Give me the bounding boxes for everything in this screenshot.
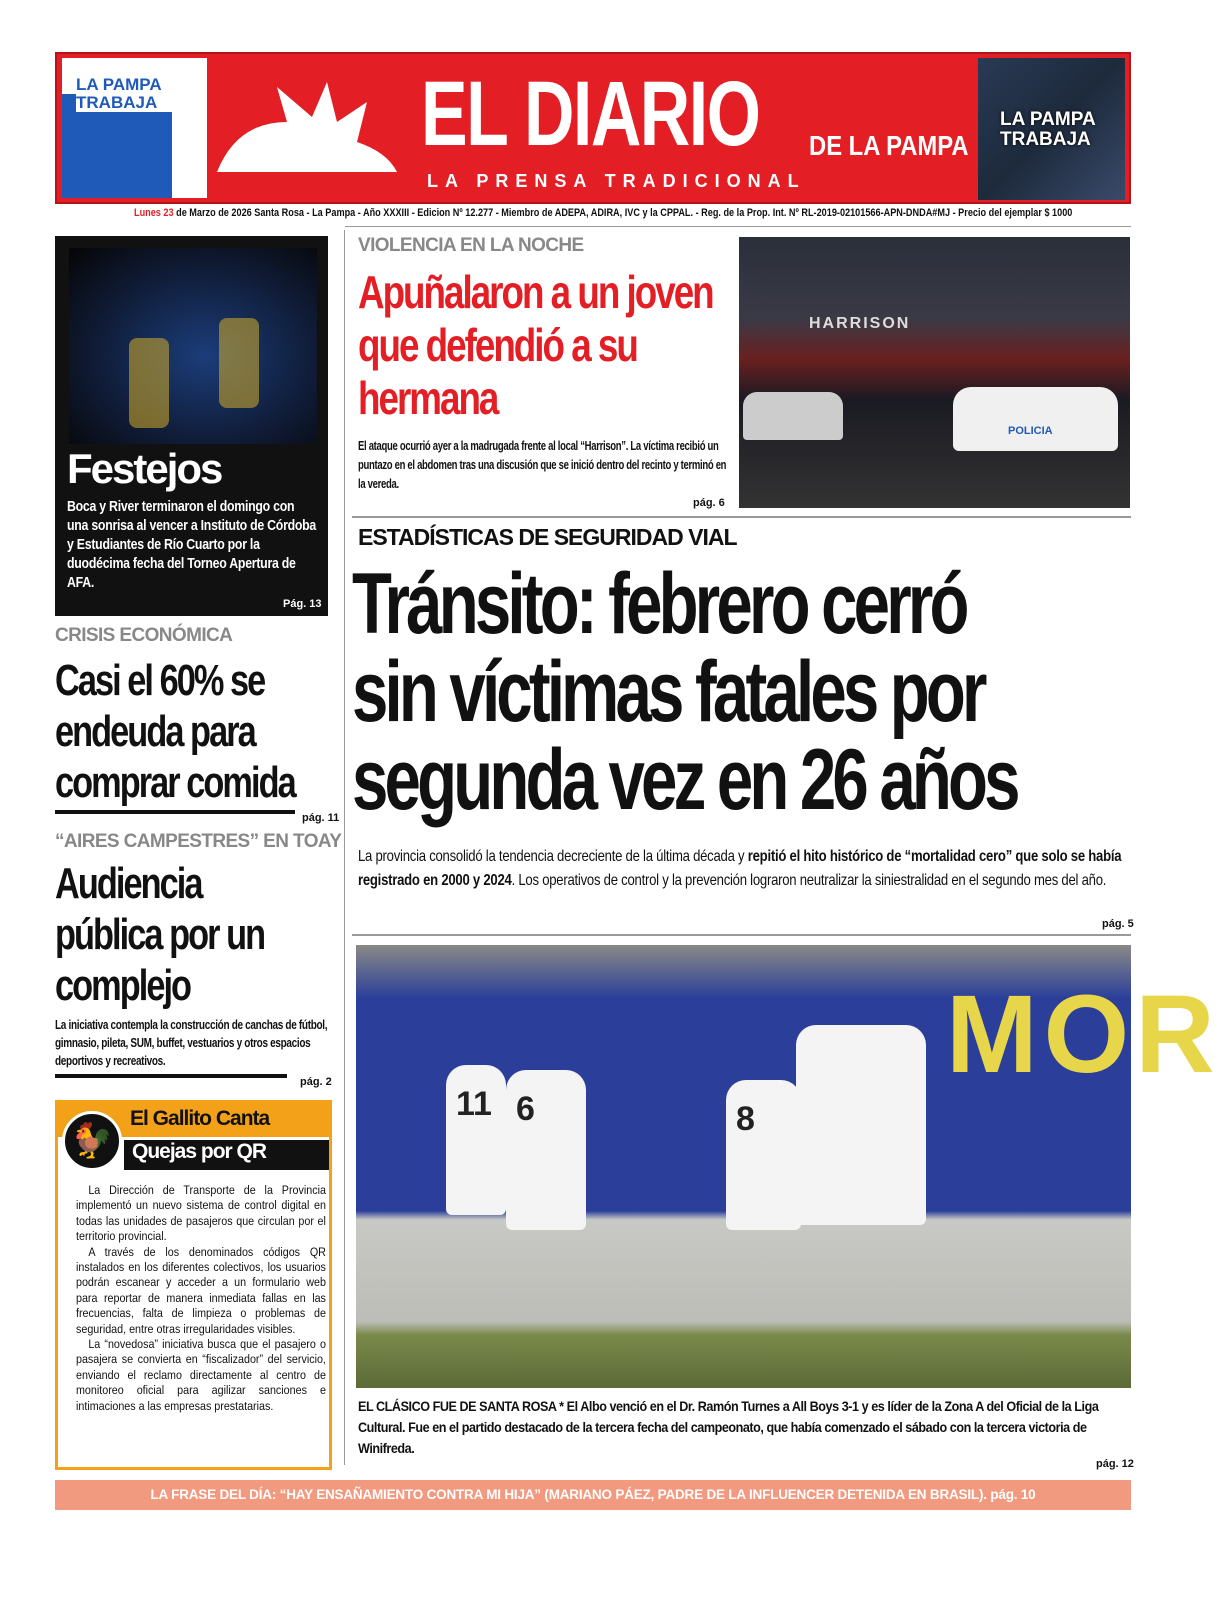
player — [506, 1070, 586, 1230]
date-day: Lunes 23 — [134, 207, 174, 219]
photo-sign-text: HARRISON — [809, 315, 911, 332]
harrison-night-photo — [739, 237, 1130, 508]
headline-line: Tránsito: febrero cerró — [352, 556, 966, 652]
aires-headline[interactable]: Audiencia pública por un complejo — [55, 859, 265, 1010]
divider — [352, 516, 1131, 518]
transito-kicker: ESTADÍSTICAS DE SEGURIDAD VIAL — [358, 524, 737, 550]
banner-graffiti: MOR — [946, 973, 1221, 1096]
rooster-icon: 🐓 — [62, 1111, 122, 1171]
page-ref: pág. 11 — [302, 812, 340, 824]
jersey-number: 11 — [456, 1085, 492, 1123]
gallito-canta-column — [55, 1100, 332, 1470]
page-ref: pág. 12 — [1096, 1458, 1134, 1470]
frase-del-dia-banner[interactable]: LA FRASE DEL DÍA: “HAY ENSAÑAMIENTO CONTRA MI HIJA” (MARIANO PÁEZ, PADRE DE LA INFLUENCER DETENIDA EN BRASIL). pág. 10 — [55, 1480, 1131, 1510]
divider — [55, 810, 295, 814]
aires-body: La iniciativa contempla la construcción de canchas de fútbol, gimnasio, pileta, SUM, buffet, vestuarios y otros espacios deportivos y recreativos. — [55, 1018, 328, 1068]
column-body — [76, 1183, 326, 1414]
crisis-kicker: CRISIS ECONÓMICA — [55, 625, 233, 646]
logo-sun-icon — [217, 82, 397, 182]
dateline — [134, 207, 1072, 219]
lead-bold: repitió el hito histórico de “mortalidad cero” que solo se había registrado en 2000 y 2024 — [358, 848, 1122, 889]
story-body: Boca y River terminaron el domingo con una sonrisa al vencer a Instituto de Córdoba y Estudiantes de Río Cuarto por la duodécima fecha del Torneo Apertura de AFA. — [67, 499, 317, 591]
main-lead — [358, 845, 1133, 893]
la-pampa-trabaja-badge — [62, 58, 207, 198]
festejos-story[interactable] — [55, 236, 328, 616]
page-ref: pág. 2 — [300, 1076, 332, 1088]
top-divider — [345, 226, 1131, 227]
lead-text: . Los operativos de control y la prevención lograron neutralizar la siniestralidad en el segundo mes del año. — [511, 872, 1107, 889]
tagline: LA PRENSA TRADICIONAL — [427, 171, 806, 191]
car — [743, 392, 843, 440]
crisis-headline[interactable]: Casi el 60% se endeuda para comprar comida — [55, 656, 295, 807]
story-headline: Festejos — [67, 445, 222, 492]
badge-text: LA PAMPA TRABAJA — [76, 76, 186, 112]
police-car — [953, 387, 1118, 451]
jersey-number: 6 — [516, 1090, 535, 1128]
page-ref: pág. 5 — [1102, 918, 1134, 930]
football-celebration-photo — [69, 248, 317, 444]
paragraph: La “novedosa” iniciativa busca que el pasajero o pasajera se convierta en “fiscalizador” del servicio, enviando el reclamo directamente al centro de monitoreo oficial para agilizar sanciones e intimaciones a las empresas prestatarias. — [76, 1337, 326, 1413]
violencia-kicker: VIOLENCIA EN LA NOCHE — [358, 235, 584, 256]
column-title: Quejas por QR — [124, 1140, 329, 1170]
aires-kicker: “AIRES CAMPESTRES” EN TOAY — [55, 831, 342, 852]
violencia-headline[interactable]: Apuñalaron a un joven que defendió a su hermana — [358, 266, 713, 424]
player — [446, 1065, 506, 1215]
column-divider — [344, 230, 345, 1465]
newspaper-title: EL DIARIO — [421, 63, 760, 165]
main-headline[interactable] — [352, 556, 1017, 828]
police-label: POLICIA — [1008, 425, 1053, 437]
page-ref: Pág. 13 — [283, 598, 322, 610]
masthead — [55, 52, 1131, 204]
badge-text: LA PAMPA TRABAJA — [1000, 109, 1095, 150]
violencia-body: El ataque ocurrió ayer a la madrugada frente al local “Harrison”. La víctima recibió un puntazo en el abdomen tras una discusión que se inició dentro del recinto y terminó en la vereda. — [358, 439, 727, 491]
football-match-photo — [356, 945, 1221, 1388]
divider — [352, 934, 1131, 936]
page-ref: pág. 6 — [693, 497, 725, 509]
headline-line: segunda vez en 26 años — [352, 732, 1017, 828]
player-group — [796, 1025, 926, 1225]
la-pampa-trabaja-photo — [978, 58, 1125, 200]
photo-caption: EL CLÁSICO FUE DE SANTA ROSA * El Albo venció en el Dr. Ramón Turnes a All Boys 3-1 y es líder de la Zona A del Oficial de la Liga Cultural. Fue en el partido destacado de la tercera fecha del campeonato, que había comenzado el sábado con la tercera victoria de Winifreda. — [358, 1398, 1099, 1456]
divider — [55, 1074, 287, 1078]
edition-info: de Marzo de 2026 Santa Rosa - La Pampa - Año XXXIII - Edicion Nº 12.277 - Miembro de ADEPA, ADIRA, IVC y la CPPAL. - Reg. de la Prop. Int. Nº RL-2019-02101566-APN-DNDA#MJ - Precio del ejemplar $ 1000 — [173, 207, 1073, 219]
player — [726, 1080, 801, 1230]
column-section: El Gallito Canta — [130, 1107, 270, 1130]
jersey-number: 8 — [736, 1100, 755, 1138]
newspaper-title-suffix: DE LA PAMPA — [809, 130, 969, 161]
paragraph: A través de los denominados códigos QR instalados en los diferentes colectivos, los usuarios podrán escanear y acceder a un formulario web para reportar de manera inmediata fallas en las frecuencias, falta de limpieza o problemas de seguridad, entre otras irregularidades visibles. — [76, 1244, 326, 1336]
headline-line: sin víctimas fatales por — [352, 644, 984, 740]
lead-text: La provincia consolidó la tendencia decreciente de la última década y — [358, 848, 748, 865]
paragraph: La Dirección de Transporte de la Provincia implementó un nuevo sistema de control digital en todas las unidades de pasajeros que circulan por el territorio provincial. — [76, 1183, 326, 1244]
